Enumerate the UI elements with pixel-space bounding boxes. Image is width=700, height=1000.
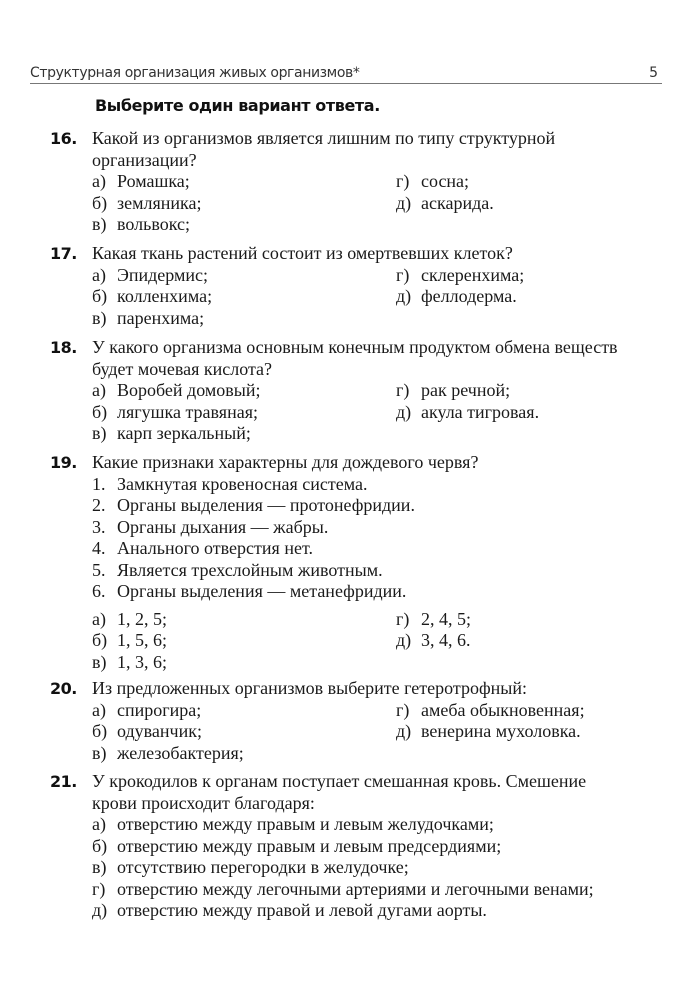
option-letter: а) xyxy=(92,814,106,834)
question-number: 19. xyxy=(50,453,77,472)
option-d[interactable] xyxy=(396,721,581,743)
question-text: У какого организма основным конечным продуктом обмена веществ будет мочевая кислота? xyxy=(92,337,618,379)
option-text: Ромашка; xyxy=(117,171,190,191)
option-letter: д) xyxy=(396,721,412,741)
feature-item xyxy=(92,560,700,582)
question-18 xyxy=(0,337,700,445)
question-text: У крокодилов к органам поступает смешанная кровь. Смешение крови происходит благодаря: xyxy=(92,771,587,813)
option-text: 3, 4, 6. xyxy=(421,630,471,650)
option-v[interactable] xyxy=(92,652,167,674)
option-g[interactable] xyxy=(396,380,510,402)
feature-item xyxy=(92,581,700,603)
answer-options xyxy=(92,609,652,674)
option-b[interactable] xyxy=(92,286,212,308)
question-text: Какой из организмов является лишним по типу структурной организации? xyxy=(92,128,556,170)
question-text: Какая ткань растений состоит из омертвевших клеток? xyxy=(92,243,513,263)
feature-item xyxy=(92,538,700,560)
option-text: колленхима; xyxy=(117,286,213,306)
answer-options xyxy=(92,380,652,445)
option-text: отсутствию перегородки в желудочке; xyxy=(117,857,409,877)
feature-list xyxy=(92,474,700,603)
option-a[interactable] xyxy=(92,700,201,722)
option-b[interactable] xyxy=(92,630,167,652)
option-text: одуванчик; xyxy=(117,721,202,741)
option-letter: в) xyxy=(92,307,107,328)
question-number: 20. xyxy=(50,679,77,698)
option-text: спирогира; xyxy=(117,699,202,720)
feature-text: Анального отверстия нет. xyxy=(117,538,313,558)
option-letter: д) xyxy=(396,286,412,306)
option-text: паренхима; xyxy=(117,307,205,328)
option-letter: а) xyxy=(92,608,106,629)
question-number: 17. xyxy=(50,244,77,263)
option-a[interactable] xyxy=(92,609,167,631)
option-v[interactable] xyxy=(92,308,204,330)
feature-text: Замкнутая кровеносная система. xyxy=(117,473,368,494)
question-20 xyxy=(0,678,700,764)
option-text: 1, 3, 6; xyxy=(117,651,168,672)
option-d[interactable] xyxy=(92,900,652,922)
option-letter: г) xyxy=(92,878,106,899)
option-text: феллодерма. xyxy=(421,286,517,306)
option-text: лягушка травяная; xyxy=(117,401,258,422)
option-text: 2, 4, 5; xyxy=(421,608,472,629)
option-g[interactable] xyxy=(396,700,585,722)
running-header xyxy=(30,62,662,84)
feature-number: 3. xyxy=(92,516,106,537)
page-number: 5 xyxy=(649,65,658,81)
question-text: Из предложенных организмов выберите гетеротрофный: xyxy=(92,678,527,698)
option-letter: б) xyxy=(92,192,108,213)
option-letter: д) xyxy=(92,900,108,920)
feature-item xyxy=(92,474,700,496)
option-text: отверстию между правой и левой дугами аорты. xyxy=(117,900,487,920)
option-letter: б) xyxy=(92,630,108,650)
feature-number: 6. xyxy=(92,581,106,601)
option-letter: г) xyxy=(396,264,410,285)
option-letter: в) xyxy=(92,742,107,763)
feature-item xyxy=(92,517,700,539)
answer-options xyxy=(92,814,652,922)
option-g[interactable] xyxy=(396,171,469,193)
option-text: отверстию между правым и левым желудочками; xyxy=(117,814,494,834)
feature-text: Органы выделения — метанефридии. xyxy=(117,581,407,601)
option-a[interactable] xyxy=(92,171,190,193)
option-v[interactable] xyxy=(92,423,251,445)
option-v[interactable] xyxy=(92,743,244,765)
feature-number: 4. xyxy=(92,538,106,558)
question-21 xyxy=(0,771,700,922)
option-a[interactable] xyxy=(92,265,208,287)
feature-item xyxy=(92,495,700,517)
option-letter: в) xyxy=(92,214,107,234)
option-g[interactable] xyxy=(92,879,652,901)
option-v[interactable] xyxy=(92,857,652,879)
option-a[interactable] xyxy=(92,814,652,836)
option-letter: г) xyxy=(396,171,410,191)
option-text: 1, 5, 6; xyxy=(117,630,168,650)
answer-options xyxy=(92,700,652,765)
option-letter: д) xyxy=(396,192,412,213)
feature-number: 1. xyxy=(92,473,106,494)
option-text: отверстию между правым и левым предсердиями; xyxy=(117,835,502,856)
option-letter: б) xyxy=(92,721,108,741)
option-text: акула тигровая. xyxy=(421,401,540,422)
option-text: амеба обыкновенная; xyxy=(421,699,585,720)
option-letter: а) xyxy=(92,380,106,400)
question-19 xyxy=(0,452,700,673)
option-letter: б) xyxy=(92,286,108,306)
instruction-heading: Выберите один вариант ответа. xyxy=(95,96,380,115)
option-letter: а) xyxy=(92,264,106,285)
option-text: отверстию между легочными артериями и легочными венами; xyxy=(117,878,594,899)
option-a[interactable] xyxy=(92,380,260,402)
option-letter: г) xyxy=(396,608,410,629)
option-letter: д) xyxy=(396,401,412,422)
option-text: вольвокс; xyxy=(117,214,190,234)
option-letter: а) xyxy=(92,699,106,720)
question-number: 18. xyxy=(50,338,77,357)
feature-text: Органы выделения — протонефридии. xyxy=(117,495,415,515)
question-17 xyxy=(0,243,700,329)
option-letter: д) xyxy=(396,630,412,650)
option-text: сосна; xyxy=(421,171,470,191)
option-letter: в) xyxy=(92,857,107,877)
option-d[interactable] xyxy=(396,286,517,308)
option-b[interactable] xyxy=(92,836,652,858)
feature-number: 5. xyxy=(92,559,106,580)
answer-options xyxy=(92,265,652,330)
option-text: карп зеркальный; xyxy=(117,423,251,443)
question-16 xyxy=(0,128,700,236)
question-text: Какие признаки характерны для дождевого червя? xyxy=(92,452,479,472)
option-letter: б) xyxy=(92,835,108,856)
option-text: аскарида. xyxy=(421,192,494,213)
option-text: венерина мухоловка. xyxy=(421,721,581,741)
option-text: рак речной; xyxy=(421,380,511,400)
option-d[interactable] xyxy=(396,193,494,215)
option-text: 1, 2, 5; xyxy=(117,608,168,629)
option-letter: б) xyxy=(92,401,108,422)
option-b[interactable] xyxy=(92,402,258,424)
option-text: Воробей домовый; xyxy=(117,380,261,400)
question-number: 21. xyxy=(50,772,77,791)
option-text: железобактерия; xyxy=(117,742,244,763)
feature-text: Является трехслойным животным. xyxy=(117,559,383,580)
option-letter: в) xyxy=(92,651,107,672)
option-d[interactable] xyxy=(396,630,471,652)
option-b[interactable] xyxy=(92,193,201,215)
option-text: земляника; xyxy=(117,192,202,213)
option-g[interactable] xyxy=(396,265,524,287)
option-g[interactable] xyxy=(396,609,471,631)
feature-text: Органы дыхания — жабры. xyxy=(117,516,329,537)
option-text: склеренхима; xyxy=(421,264,525,285)
option-d[interactable] xyxy=(396,402,539,424)
option-letter: в) xyxy=(92,423,107,443)
section-title: Структурная организация живых организмов* xyxy=(30,65,360,81)
option-letter: г) xyxy=(396,380,410,400)
option-b[interactable] xyxy=(92,721,202,743)
question-number: 16. xyxy=(50,129,77,148)
option-letter: а) xyxy=(92,171,106,191)
option-letter: г) xyxy=(396,699,410,720)
option-v[interactable] xyxy=(92,214,190,236)
option-text: Эпидермис; xyxy=(117,264,209,285)
answer-options xyxy=(92,171,652,236)
feature-number: 2. xyxy=(92,495,106,515)
